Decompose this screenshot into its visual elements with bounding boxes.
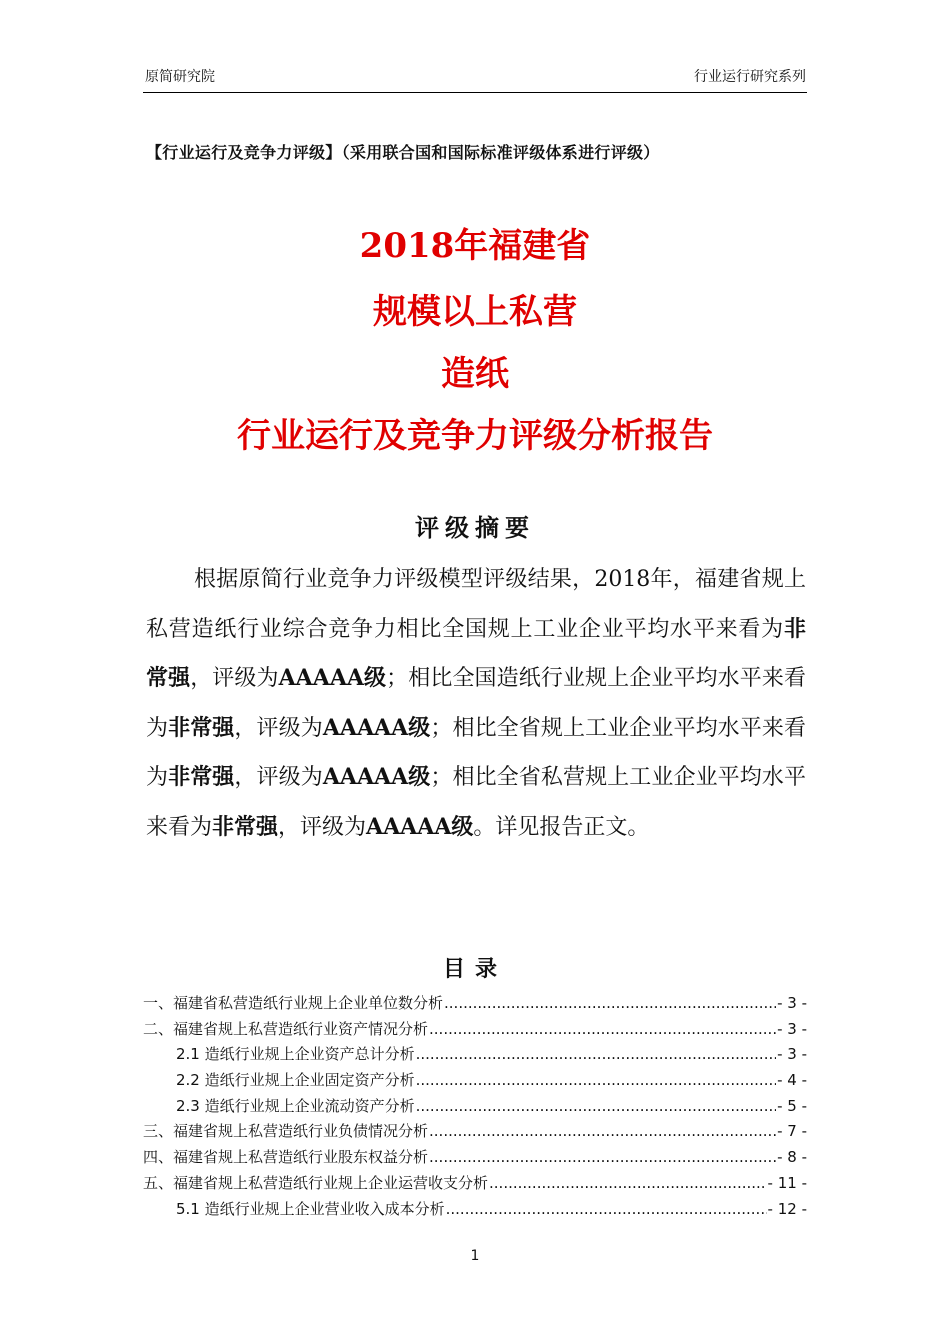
rating-grade: AAAAA级 <box>278 665 387 691</box>
toc-item[interactable] <box>143 1120 807 1146</box>
summary-text: ，评级为 <box>234 715 323 741</box>
toc-item-page: - 3 - <box>777 1019 807 1038</box>
title-line-2: 规模以上私营 <box>373 292 577 332</box>
summary-text: ；相比全省规上工业企业平均水平来看为 <box>146 715 806 790</box>
toc-item-label: 四、福建省规上私营造纸行业股东权益分析 <box>143 1148 429 1167</box>
summary-text: ，评级为 <box>234 765 323 790</box>
title-line-1: 2018年福建省 <box>359 226 591 266</box>
toc-item[interactable] <box>143 1018 807 1044</box>
toc-item-page: - 5 - <box>777 1096 807 1115</box>
rating-strength: 非常强 <box>212 813 279 840</box>
summary-heading: 评级摘要 <box>415 514 535 542</box>
toc-item-label: 2.1 造纸行业规上企业资产总计分析 <box>176 1045 415 1064</box>
summary-text: ，评级为 <box>190 666 279 691</box>
rating-strength: 非常强 <box>168 764 235 790</box>
toc-item-page: - 11 - <box>767 1173 807 1192</box>
toc-leader-dots <box>416 1097 776 1115</box>
rating-grade: AAAAA级 <box>366 813 474 840</box>
toc-item-label: 一、福建省私营造纸行业规上企业单位数分析 <box>143 994 444 1012</box>
toc-item[interactable] <box>143 1172 807 1198</box>
header-left: 原简研究院 <box>145 69 215 85</box>
toc-subitem[interactable] <box>143 1198 807 1224</box>
toc-subitem[interactable] <box>143 1043 807 1069</box>
toc-item-label: 2.2 造纸行业规上企业固定资产分析 <box>176 1071 415 1090</box>
toc-leader-dots <box>446 1200 767 1218</box>
toc-item[interactable] <box>143 1146 807 1172</box>
toc-item-label: 五、福建省规上私营造纸行业规上企业运营收支分析 <box>143 1173 489 1192</box>
toc-subitem[interactable] <box>143 1069 807 1095</box>
toc-leader-dots <box>416 1045 776 1063</box>
toc-item-page: - 8 - <box>777 1148 807 1167</box>
title-line-4: 行业运行及竞争力评级分析报告 <box>237 416 713 456</box>
header-right: 行业运行研究系列 <box>694 69 806 85</box>
header-divider <box>143 92 807 93</box>
toc-leader-dots <box>429 1122 776 1140</box>
toc-item-label: 5.1 造纸行业规上企业营业收入成本分析 <box>176 1199 445 1218</box>
toc-leader-dots <box>489 1174 767 1192</box>
toc-item-page: - 3 - <box>777 994 807 1012</box>
table-of-contents <box>143 992 807 1223</box>
summary-text: ；相比全国造纸行业规上企业平均水平来看为 <box>146 666 806 741</box>
toc-item-page: - 4 - <box>777 1071 807 1090</box>
toc-item-label: 2.3 造纸行业规上企业流动资产分析 <box>176 1096 415 1115</box>
toc-item[interactable] <box>143 992 807 1018</box>
toc-leader-dots <box>429 1020 776 1038</box>
rating-grade: AAAAA级 <box>322 714 431 741</box>
rating-grade: AAAAA级 <box>322 764 431 790</box>
toc-item-page: - 7 - <box>777 1122 807 1141</box>
toc-item-page: - 3 - <box>777 1045 807 1064</box>
summary-paragraph <box>146 556 806 852</box>
toc-leader-dots <box>416 1071 776 1089</box>
toc-heading: 目录 <box>442 957 507 982</box>
summary-text: ；相比全省私营规上工业企业平均水平来看为 <box>146 765 806 840</box>
toc-item-page: - 12 - <box>767 1199 807 1218</box>
toc-subitem[interactable] <box>143 1095 807 1121</box>
toc-item-label: 三、福建省规上私营造纸行业负债情况分析 <box>143 1122 429 1141</box>
toc-leader-dots <box>429 1148 776 1166</box>
summary-text: 根据原简行业竞争力评级模型评级结果，2018年，福建省规上私营造纸行业综合竞争力相比全国规上工业企业平均水平来看为 <box>146 567 806 642</box>
toc-item-label: 二、福建省规上私营造纸行业资产情况分析 <box>143 1019 429 1038</box>
summary-text: 。详见报告正文。 <box>473 814 650 840</box>
rating-strength: 非常强 <box>146 615 806 691</box>
title-line-3: 造纸 <box>441 354 509 394</box>
toc-leader-dots <box>444 994 776 1012</box>
report-subtitle: 【行业运行及竞争力评级】（采用联合国和国际标准评级体系进行评级） <box>146 143 660 162</box>
rating-strength: 非常强 <box>168 714 235 741</box>
page-number: 1 <box>470 1248 480 1264</box>
summary-text: ，评级为 <box>278 814 367 840</box>
